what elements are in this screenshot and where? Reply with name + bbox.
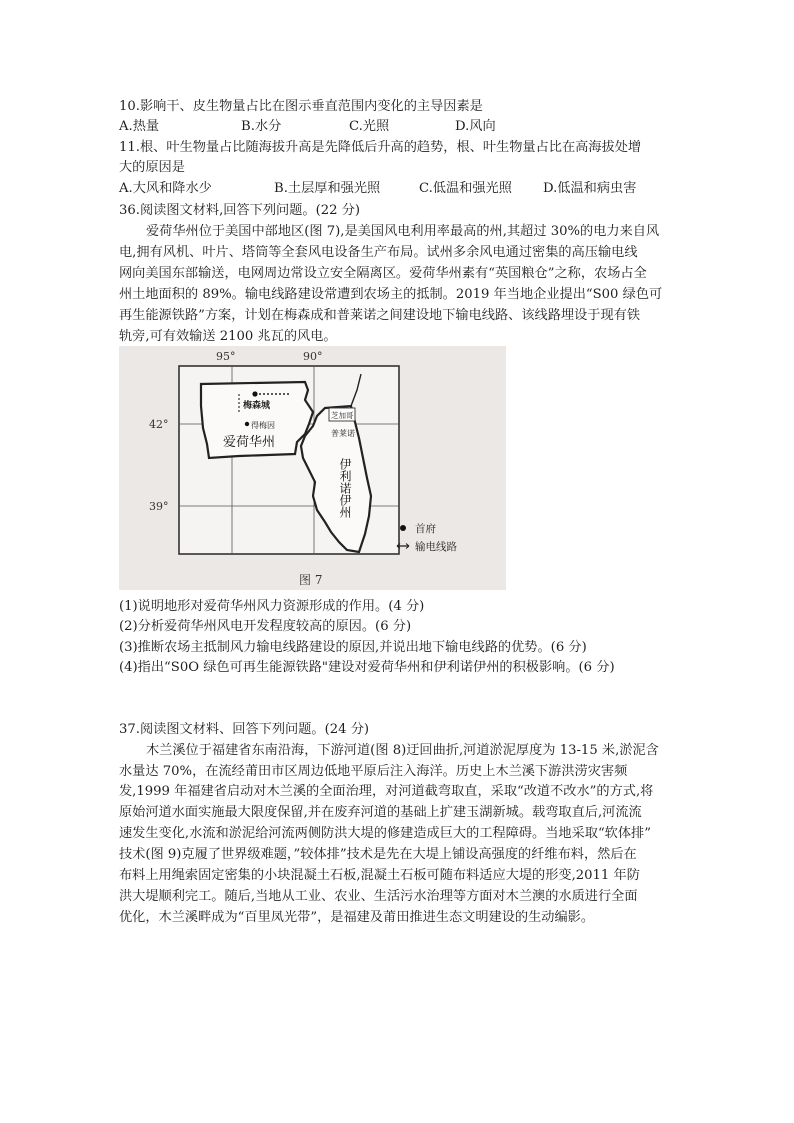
lat-label: 39° (149, 500, 169, 513)
q36-header: 36.阅读图文材料,回答下列问题。(22 分) (119, 203, 361, 218)
q36-para-line: 爱荷华州位于美国中部地区(图 7),是美国风电利用率最高的州,其超过 30%的电力来自风 (146, 224, 660, 239)
q11-option-c: C.低温和强光照 (419, 181, 512, 196)
state-label: 伊利诺伊州 (338, 458, 352, 518)
state-label: 爱荷华州 (223, 435, 276, 450)
legend-capital-label: 首府 (415, 523, 436, 535)
city-label: 梅森城 (243, 401, 271, 411)
q11-option-b: B.土层厚和强光照 (274, 181, 381, 196)
lon-label: 90° (303, 350, 323, 363)
q11-stem-line1: 11.根、叶生物量占比随海拔升高是先降低后升高的趋势，根、叶生物量占比在高海拔处增 (119, 140, 642, 155)
q37-para-line: 发,1999 年福建省启动对木兰溪的全面治理，对河道截弯取直，采取“改道不改水”的方式,将 (119, 784, 654, 799)
lat-label: 42° (149, 418, 169, 431)
city-label: 普莱诺 (331, 429, 355, 438)
q36-subquestion: (4)指出“S0O 绿色可再生能源铁路"建设对爱荷华州和伊利诺伊州的积极影响。(6 分) (119, 660, 615, 675)
q36-subquestion: (3)推断农场主抵制风力输电线路建设的原因,并说出地下输电线路的优势。(6 分) (119, 640, 587, 655)
q37-para-line: 技术(图 9)克履了世界级难题，”较体排”技术是先在大堤上铺设高强度的纤维布料，然后在 (119, 847, 637, 862)
capital-marker (245, 422, 249, 426)
q36-para-line: 再生能源铁路”方案，计划在梅森成和普莱诺之间建设地下输电线路、该线路埋设于现有铁 (119, 308, 641, 323)
figure-7-map (119, 346, 506, 590)
q37-header: 37.阅读图文材料、回答下列问题。(24 分) (119, 722, 370, 737)
q37-para-line: 布料上用绳索固定密集的小块混凝土石板,混凝土石板可随布料适应大堤的形变,2011 年防 (119, 868, 640, 883)
q10-stem: 10.影响干、皮生物量占比在图示垂直范围内变化的主导因素是 (119, 99, 483, 114)
q36-para-line: 轨旁,可有效输送 2100 兆瓦的风电。 (119, 329, 337, 344)
q11-option-a: A.大风和降水少 (119, 181, 212, 196)
city-label: 得梅因 (251, 421, 275, 430)
q37-para-line: 洪大堤顺利完工。随后,当地从工业、农业、生活污水治理等方面对木兰澳的水质进行全面 (119, 889, 638, 904)
q37-para-line: 速发生变化,水流和淤泥给河流两侧防洪大堤的修建造成巨大的工程障碍。当地采取“软体排” (119, 826, 651, 841)
q10-option-b: B.水分 (241, 119, 282, 134)
q11-option-d: D.低温和病虫害 (543, 181, 637, 196)
q37-para-line: 原始河道水面实施最大限度保留,并在废弃河道的基础上扩建玉湖新城。载弯取直后,河流流 (119, 805, 642, 820)
city-label: 芝加哥 (331, 411, 354, 420)
q37-para-line: 木兰溪位于福建省东南沿海，下游河道(图 8)迂回曲折,河道淤泥厚度为 13-15 米,淤泥含 (146, 743, 659, 758)
q36-subquestion: (1)说明地形对爱荷华州风力资源形成的作用。(4 分) (119, 599, 425, 614)
legend-capital-symbol (400, 525, 406, 531)
q10-option-a: A.热量 (119, 119, 160, 134)
q36-para-line: 州土地面积的 89%。输电线路建设常遭到农场主的抵制。2019 年当地企业提出“S00 绿色可 (119, 287, 663, 302)
q36-para-line: 电,拥有风机、叶片、塔筒等全套风电设备生产布局。试州多余风电通过密集的高压输电线 (119, 245, 638, 260)
q36-subquestion: (2)分析爱荷华州风电开发程度较高的原因。(6 分) (119, 619, 412, 634)
q10-option-d: D.风向 (455, 119, 496, 134)
q36-para-line: 网向美国东部输送，电网周边常设立安全隔离区。爱荷华州素有“英国粮仓”之称，农场占全 (119, 266, 647, 281)
figure-caption: 图 7 (299, 573, 323, 587)
q10-option-c: C.光照 (349, 119, 390, 134)
q11-stem-line2: 大的原因是 (119, 160, 185, 175)
q37-para-line: 水量达 70%，在流经莆田市区周边低地平原后注入海洋。历史上木兰溪下游洪涝灾害频 (119, 764, 628, 779)
city-marker (252, 391, 257, 396)
lon-label: 95° (216, 350, 236, 363)
legend-line-label: 输电线路 (415, 541, 457, 553)
q37-para-line: 优化，木兰溪畔成为“百里凤光带”，是福建及莆田推进生态文明建设的生动编影。 (119, 910, 595, 925)
